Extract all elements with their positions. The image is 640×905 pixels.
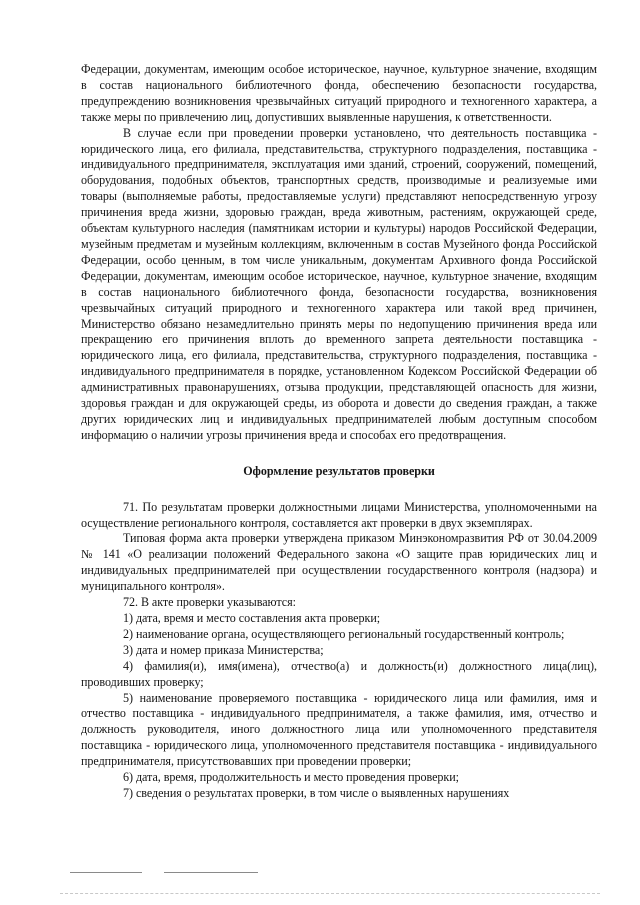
list-item-3: 3) дата и номер приказа Министерства; (123, 642, 324, 657)
list-item-5: 5) наименование проверяемого поставщика - юридического лица или фамилия, имя и отчество поставщика - индивидуального предпринимателя, а также фамилия, имя, отчество и должность руководителя, иного должностного лица или уполномоченного представителя поставщика - юридического лица, уполномоченного представителя поставщика - индивидуального предпринимателя, присутствовавших при проведении проверки; (81, 690, 597, 769)
list-item-7: 7) сведения о результатах проверки, в том числе о выявленных нарушениях (123, 785, 510, 800)
section-heading: Оформление результатов проверки (243, 463, 435, 478)
footer-rule-left (70, 872, 142, 873)
list-item-1: 1) дата, время и место составления акта проверки; (123, 611, 381, 625)
footer-rule-right (164, 872, 258, 873)
list-item-2: 2) наименование органа, осуществляющего региональный государственный контроль; (123, 626, 565, 641)
document-body (81, 62, 597, 802)
scan-edge-marks (60, 893, 600, 894)
paragraph-threat-measures: В случае если при проведении проверки установлено, что деятельность поставщика - юридического лица, его филиала, представительства, структурного подразделения, поставщика - индивидуального предпринимателя, эксплуатация ими зданий, строений, сооружений, помещений, оборудования, подобных объектов, транспортных средств, производимые и реализуемые ими товары (выполняемые работы, предоставляемые услуги) представляют непосредственную угрозу причинения вреда жизни, здоровью граждан, вреда животным, растениям, окружающей среде, объектам культурного наследия (памятникам истории и культуры) народов Российской Федерации, музейным предметам и музейным коллекциям, включенным в состав Музейного фонда Российской Федерации, особо ценным, в том числе уникальным, документам Архивного фонда Российской Федерации, документам, имеющим особое историческое, научное, культурное значение, входящим в состав национального библиотечного фонда, безопасности государства, возникновения чрезвычайных ситуаций природного и техногенного характера или такой вред причинен, Министерство обязано незамедлительно принять меры по недопущению причинения вреда или прекращению его причинения вплоть до временного запрета деятельности поставщика - юридического лица, его филиала, представительства, структурного подразделения, поставщика - индивидуального предпринимателя в порядке, установленном Кодексом Российской Федерации об административных правонарушениях, отзыва продукции, представляющей опасность для жизни, здоровья граждан и для окружающей среды, из оборота и довести до сведения граждан, а также других юридических лиц и индивидуальных предпринимателей любым доступным способом информацию о наличии угрозы причинения вреда и способах его предотвращения. (81, 125, 597, 442)
list-item-4: 4) фамилия(и), имя(имена), отчество(а) и должность(и) должностного лица(лиц), проводивших проверку; (81, 658, 597, 689)
paragraph-71: 71. По результатам проверки должностными лицами Министерства, уполномоченными на осуществление регионального контроля, составляется акт проверки в двух экземплярах. (81, 499, 597, 530)
list-item-6: 6) дата, время, продолжительность и место проведения проверки; (123, 770, 459, 785)
paragraph-typical-form: Типовая форма акта проверки утверждена приказом Минэкономразвития РФ от 30.04.2009 № 141 «О реализации положений Федерального закона «О защите прав юридических лиц и индивидуальных предпринимателей при осуществлении государственного контроля (надзора) и муниципального контроля». (81, 531, 597, 594)
paragraph-72: 72. В акте проверки указываются: (123, 595, 296, 610)
paragraph-continuation: Федерации, документам, имеющим особое историческое, научное, культурное значение, входящим в состав национального библиотечного фонда, обеспечению безопасности государства, предупреждению возникновения чрезвычайных ситуаций природного и техногенного характера, а также меры по привлечению лиц, допустивших выявленные нарушения, к ответственности. (81, 62, 597, 124)
